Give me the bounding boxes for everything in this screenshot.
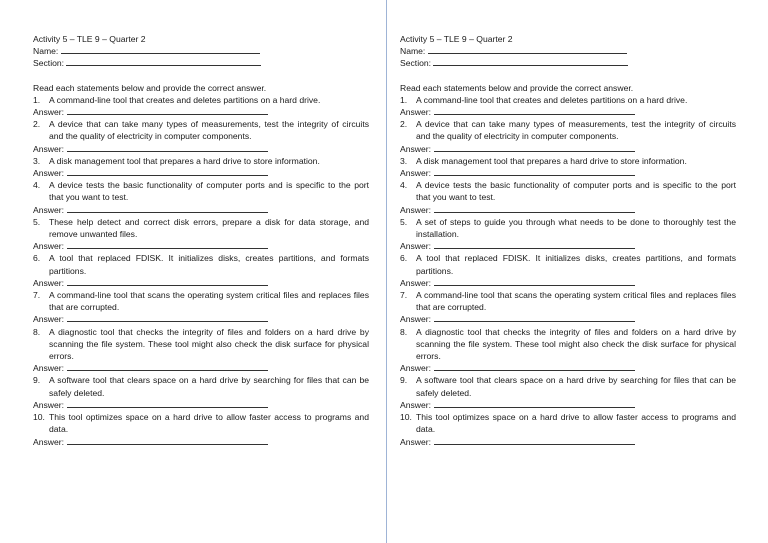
question-item xyxy=(400,216,736,240)
answer-row xyxy=(33,313,369,325)
question-item xyxy=(33,326,369,363)
question-text: A diagnostic tool that checks the integrity of files and folders on a hard drive by scanning the file system. These tool might also check the disk surface for physical errors. xyxy=(416,326,736,362)
question-text: A command-line tool that scans the operating system critical files and replaces files that are corrupted. xyxy=(49,290,369,313)
answer-field[interactable] xyxy=(434,399,635,408)
page-divider xyxy=(386,0,387,543)
question-text: A disk management tool that prepares a hard drive to store information. xyxy=(416,155,687,166)
answer-row xyxy=(33,436,369,448)
answer-field[interactable] xyxy=(67,277,268,286)
answer-field[interactable] xyxy=(434,362,635,371)
question-number: 5. xyxy=(400,216,408,227)
question-text: This tool optimizes space on a hard drive to allow faster access to programs and data. xyxy=(49,412,369,435)
worksheet-right xyxy=(400,33,736,448)
question-number: 10. xyxy=(400,412,412,423)
answer-field[interactable] xyxy=(67,167,268,176)
question-item xyxy=(400,326,736,363)
activity-title: Activity 5 – TLE 9 – Quarter 2 xyxy=(33,34,146,44)
answer-field[interactable] xyxy=(67,106,268,115)
answer-label: Answer: xyxy=(400,204,432,215)
question-text: A command-line tool that creates and deletes partitions on a hard drive. xyxy=(416,94,688,105)
question-text: A software tool that clears space on a hard drive by searching for files that can be safely deleted. xyxy=(416,375,736,398)
question-item xyxy=(400,252,736,276)
question-number: 1. xyxy=(33,94,41,105)
answer-label: Answer: xyxy=(400,277,432,288)
answer-label: Answer: xyxy=(33,363,65,374)
question-text: A device tests the basic functionality of computer ports and is specific to the port that you want to test. xyxy=(416,180,736,203)
question-item xyxy=(400,94,736,106)
question-number: 1. xyxy=(400,94,408,105)
answer-label: Answer: xyxy=(400,363,432,374)
question-item xyxy=(33,374,369,398)
name-row xyxy=(400,45,736,57)
question-text: A device that can take many types of measurements, test the integrity of circuits and the quality of electricity in computer components. xyxy=(416,119,736,142)
answer-row xyxy=(400,143,736,155)
answer-label: Answer: xyxy=(400,107,432,118)
worksheet-left xyxy=(33,33,369,448)
answer-label: Answer: xyxy=(400,168,432,179)
question-item xyxy=(400,289,736,313)
question-text: This tool optimizes space on a hard drive to allow faster access to programs and data. xyxy=(416,412,736,435)
question-number: 3. xyxy=(33,155,41,166)
answer-label: Answer: xyxy=(400,143,432,154)
answer-field[interactable] xyxy=(67,240,268,249)
question-number: 7. xyxy=(400,290,408,301)
question-item xyxy=(33,252,369,276)
answer-row xyxy=(400,106,736,118)
answer-label: Answer: xyxy=(400,314,432,325)
answer-row xyxy=(400,362,736,374)
answer-row xyxy=(400,240,736,252)
answer-field[interactable] xyxy=(67,399,268,408)
answer-row xyxy=(33,167,369,179)
answer-row xyxy=(33,143,369,155)
question-text: A software tool that clears space on a hard drive by searching for files that can be safely deleted. xyxy=(49,375,369,398)
answer-field[interactable] xyxy=(434,313,635,322)
question-text: These help detect and correct disk errors, prepare a disk for data storage, and remove unwanted files. xyxy=(49,216,369,240)
question-item xyxy=(400,155,736,167)
instructions: Read each statements below and provide the correct answer. xyxy=(33,82,267,93)
activity-title: Activity 5 – TLE 9 – Quarter 2 xyxy=(400,34,513,44)
answer-row xyxy=(33,362,369,374)
answer-label: Answer: xyxy=(33,107,65,118)
answer-row xyxy=(33,240,369,252)
question-item xyxy=(33,94,369,106)
question-number: 3. xyxy=(400,155,408,166)
answer-field[interactable] xyxy=(67,204,268,213)
answer-label: Answer: xyxy=(33,241,65,252)
answer-field[interactable] xyxy=(434,106,635,115)
section-row xyxy=(33,57,369,69)
answer-label: Answer: xyxy=(33,436,65,447)
question-number: 4. xyxy=(33,180,41,191)
name-label: Name: xyxy=(33,46,59,57)
question-text: A disk management tool that prepares a hard drive to store information. xyxy=(49,155,320,166)
question-text: A set of steps to guide you through what needs to be done to thoroughly test the installation. xyxy=(416,216,736,240)
answer-row xyxy=(33,277,369,289)
question-text: A command-line tool that creates and deletes partitions on a hard drive. xyxy=(49,94,321,105)
answer-label: Answer: xyxy=(33,168,65,179)
question-number: 7. xyxy=(33,290,41,301)
question-number: 5. xyxy=(33,216,41,227)
section-field[interactable] xyxy=(66,57,261,66)
section-label: Section: xyxy=(33,58,65,69)
question-text: A tool that replaced FDISK. It initializes disks, creates partitions, and formats partitions. xyxy=(49,253,369,276)
question-number: 2. xyxy=(400,119,408,130)
question-item xyxy=(33,118,369,142)
question-item xyxy=(400,411,736,435)
answer-field[interactable] xyxy=(434,143,635,152)
answer-label: Answer: xyxy=(33,399,65,410)
name-row xyxy=(33,45,369,57)
answer-row xyxy=(33,204,369,216)
section-row xyxy=(400,57,736,69)
answer-label: Answer: xyxy=(33,314,65,325)
answer-field[interactable] xyxy=(434,204,635,213)
instructions: Read each statements below and provide the correct answer. xyxy=(400,82,634,93)
answer-field[interactable] xyxy=(434,167,635,176)
question-text: A device tests the basic functionality of computer ports and is specific to the port that you want to test. xyxy=(49,180,369,203)
question-number: 4. xyxy=(400,180,408,191)
question-list xyxy=(33,94,369,448)
question-number: 6. xyxy=(33,253,41,264)
question-number: 8. xyxy=(400,326,408,337)
answer-label: Answer: xyxy=(33,277,65,288)
question-item xyxy=(33,155,369,167)
question-item xyxy=(33,216,369,240)
answer-label: Answer: xyxy=(400,399,432,410)
answer-field[interactable] xyxy=(67,313,268,322)
answer-row xyxy=(400,204,736,216)
question-item xyxy=(400,118,736,142)
answer-label: Answer: xyxy=(400,436,432,447)
answer-field[interactable] xyxy=(434,240,635,249)
answer-label: Answer: xyxy=(33,143,65,154)
answer-row xyxy=(400,313,736,325)
name-field[interactable] xyxy=(61,45,260,54)
answer-row xyxy=(400,399,736,411)
question-number: 8. xyxy=(33,326,41,337)
answer-row xyxy=(33,106,369,118)
answer-field[interactable] xyxy=(67,362,268,371)
question-item xyxy=(400,374,736,398)
question-text: A device that can take many types of measurements, test the integrity of circuits and the quality of electricity in computer components. xyxy=(49,119,369,142)
answer-field[interactable] xyxy=(67,436,268,445)
answer-row xyxy=(400,167,736,179)
question-number: 10. xyxy=(33,412,45,423)
answer-label: Answer: xyxy=(33,204,65,215)
section-field[interactable] xyxy=(433,57,628,66)
question-number: 9. xyxy=(33,375,41,386)
question-text: A tool that replaced FDISK. It initializes disks, creates partitions, and formats partitions. xyxy=(416,253,736,276)
answer-field[interactable] xyxy=(67,143,268,152)
name-field[interactable] xyxy=(428,45,627,54)
question-item xyxy=(33,411,369,435)
answer-row xyxy=(400,277,736,289)
question-number: 9. xyxy=(400,375,408,386)
question-text: A command-line tool that scans the operating system critical files and replaces files that are corrupted. xyxy=(416,290,736,313)
answer-label: Answer: xyxy=(400,241,432,252)
question-number: 6. xyxy=(400,253,408,264)
question-list xyxy=(400,94,736,448)
answer-row xyxy=(400,436,736,448)
section-label: Section: xyxy=(400,58,432,69)
answer-row xyxy=(33,399,369,411)
answer-field[interactable] xyxy=(434,277,635,286)
question-number: 2. xyxy=(33,119,41,130)
question-item xyxy=(33,179,369,203)
answer-field[interactable] xyxy=(434,436,635,445)
question-item xyxy=(400,179,736,203)
name-label: Name: xyxy=(400,46,426,57)
question-item xyxy=(33,289,369,313)
question-text: A diagnostic tool that checks the integrity of files and folders on a hard drive by scanning the file system. These tool might also check the disk surface for physical errors. xyxy=(49,326,369,362)
